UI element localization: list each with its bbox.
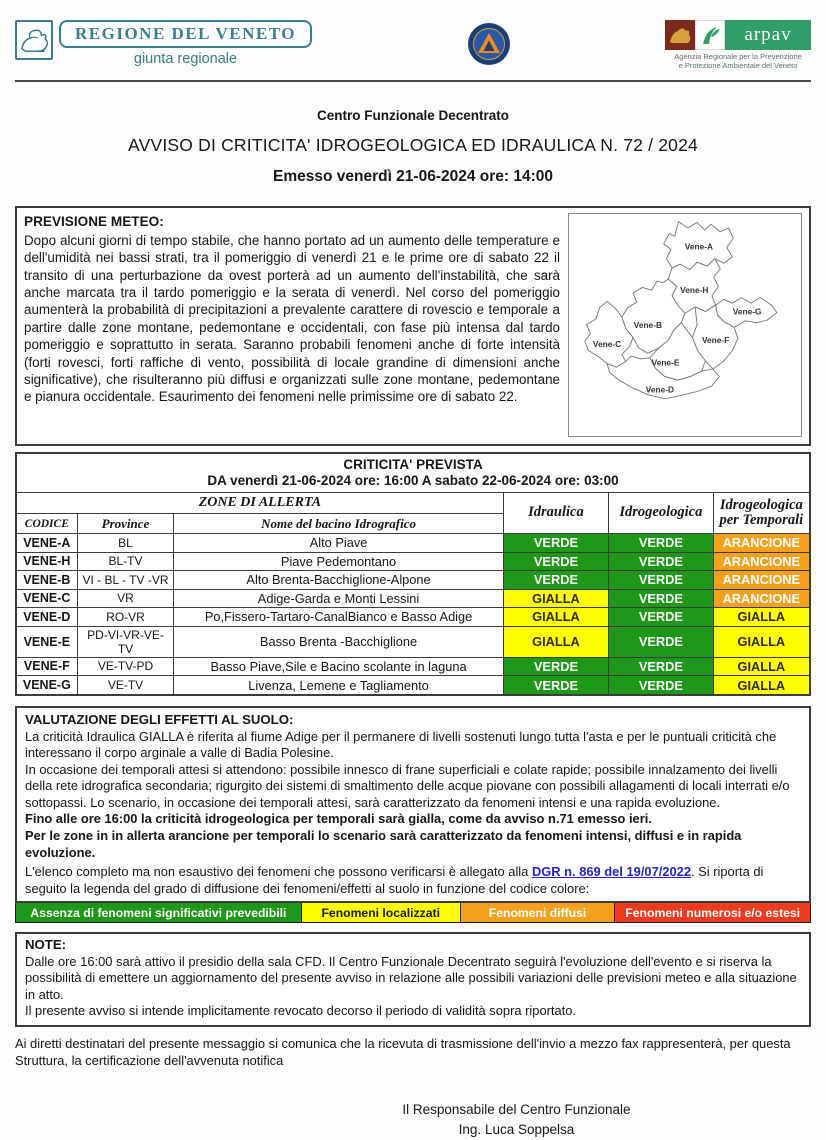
header bbox=[15, 20, 811, 72]
zone-basin: Piave Pedemontano bbox=[174, 552, 503, 571]
valutazione-p4: Per le zone in in allerta arancione per temporali lo scenario sarà caratterizzato da fenomeni intensi, diffusi e in rapida evoluzione. bbox=[25, 827, 742, 860]
issue-datetime: Emesso venerdì 21-06-2024 ore: 14:00 bbox=[272, 168, 554, 185]
zone-code: VENE-C bbox=[17, 589, 77, 608]
signature-name: Ing. Luca Soppelsa bbox=[458, 1121, 575, 1137]
protezione-civile-badge-icon bbox=[467, 22, 511, 71]
col-province: Province bbox=[77, 514, 174, 534]
status-temporali: GIALLA bbox=[713, 657, 809, 676]
status-idrogeologica: VERDE bbox=[609, 552, 714, 571]
table-row bbox=[17, 534, 809, 553]
map-label-vene-g: Vene-G bbox=[732, 306, 762, 317]
status-idraulica: VERDE bbox=[503, 552, 608, 571]
region-subtitle: giunta regionale bbox=[133, 51, 238, 67]
zone-provinces: BL-TV bbox=[77, 552, 174, 571]
status-idrogeologica: VERDE bbox=[609, 626, 714, 657]
col-idraulica: Idraulica bbox=[503, 493, 608, 534]
arpav-swoosh-icon bbox=[695, 20, 725, 50]
status-idraulica: GIALLA bbox=[503, 608, 608, 627]
status-idraulica: GIALLA bbox=[503, 589, 608, 608]
zone-provinces: VR bbox=[77, 589, 174, 608]
zone-provinces: VE-TV bbox=[77, 676, 174, 695]
valutazione-effetti-section bbox=[15, 706, 811, 903]
legend-orange: Fenomeni diffusi bbox=[461, 903, 616, 922]
page-title: AVVISO DI CRITICITA' IDROGEOLOGICA ED IDRAULICA N. 72 / 2024 bbox=[128, 135, 698, 155]
map-label-vene-d: Vene-D bbox=[645, 384, 675, 395]
status-idraulica: VERDE bbox=[503, 676, 608, 695]
zone-basin: Livenza, Lemene e Tagliamento bbox=[174, 676, 503, 695]
status-idraulica: VERDE bbox=[503, 534, 608, 553]
criticita-prevista-section bbox=[15, 452, 811, 696]
map-label-vene-f: Vene-F bbox=[701, 335, 730, 346]
zone-basin: Basso Piave,Sile e Bacino scolante in laguna bbox=[174, 657, 503, 676]
col-idrogeologica: Idrogeologica bbox=[609, 493, 714, 534]
valutazione-p2: In occasione dei temporali attesi si attendono: possibile innesco di frane superficiali e colate rapide; possibile innalzamento dei livelli della rete idrografica secondaria; rigurgito dei sistemi di smaltimento delle acque piovane con possibili allagamenti di locali interrati e/o sottopassi. Lo scenario, in occasione dei temporali attesi, sarà caratterizzato da fenomeni intensi e una rapida evoluzione. bbox=[25, 761, 790, 810]
alert-table bbox=[17, 492, 809, 694]
status-temporali: ARANCIONE bbox=[713, 589, 809, 608]
arpav-caption: Agenzia Regionale per la Prevenzione e Protezione Ambientale del Veneto bbox=[674, 52, 802, 71]
zone-provinces: VE-TV-PD bbox=[77, 657, 174, 676]
arpav-logo bbox=[665, 20, 811, 71]
note-p2: Il presente avviso si intende implicitamente revocato decorso il periodo di validità sopra riportato. bbox=[25, 1003, 576, 1019]
table-row bbox=[17, 608, 809, 627]
map-label-vene-a: Vene-A bbox=[684, 241, 714, 252]
arpav-wordmark: arpav bbox=[725, 20, 811, 50]
status-temporali: ARANCIONE bbox=[713, 534, 809, 553]
table-row bbox=[17, 589, 809, 608]
zone-code: VENE-H bbox=[17, 552, 77, 571]
criticita-title: CRITICITA' PREVISTA bbox=[343, 457, 483, 472]
map-label-vene-h: Vene-H bbox=[680, 284, 709, 295]
zone-code: VENE-D bbox=[17, 608, 77, 627]
region-name: REGIONE DEL VENETO bbox=[59, 20, 312, 48]
status-idrogeologica: VERDE bbox=[609, 589, 714, 608]
zone-basin: Adige-Garda e Monti Lessini bbox=[174, 589, 503, 608]
arpav-lion-icon bbox=[665, 20, 695, 50]
table-row bbox=[17, 552, 809, 571]
fax-notice: Ai diretti destinatari del presente messaggio si comunica che la ricevuta di trasmissione dell'invio a mezzo fax rappresenterà, per questa Struttura, la certificazione dell'avvenuta notifica bbox=[15, 1036, 791, 1068]
table-row bbox=[17, 676, 809, 695]
note-section bbox=[15, 932, 811, 1027]
header-divider bbox=[15, 80, 811, 82]
valutazione-p3: Fino alle ore 16:00 la criticità idrogeologica per temporali sarà gialla, come da avviso n.71 emesso ieri. bbox=[25, 811, 652, 827]
zone-basin: Alto Brenta-Bacchiglione-Alpone bbox=[174, 571, 503, 590]
status-temporali: ARANCIONE bbox=[713, 552, 809, 571]
zone-code: VENE-E bbox=[17, 626, 77, 657]
zone-code: VENE-G bbox=[17, 676, 77, 695]
zone-code: VENE-A bbox=[17, 534, 77, 553]
status-idrogeologica: VERDE bbox=[609, 608, 714, 627]
status-temporali: GIALLA bbox=[713, 676, 809, 695]
regione-veneto-logo bbox=[15, 20, 312, 67]
valutazione-title: VALUTAZIONE DEGLI EFFETTI AL SUOLO: bbox=[25, 712, 294, 727]
valutazione-p1: La criticità Idraulica GIALLA è riferita al fiume Adige per il permanere di livelli sostenuti lungo tutta l'asta e per le puntuali criticità che interessano il corpo arginale a valle di Badia Polesine. bbox=[25, 728, 777, 761]
note-title: NOTE: bbox=[25, 937, 67, 953]
status-idraulica: GIALLA bbox=[503, 626, 608, 657]
status-idraulica: VERDE bbox=[503, 657, 608, 676]
previsione-body: Dopo alcuni giorni di tempo stabile, che hanno portato ad un aumento delle temperature e dell'umidità nei bassi strati, tra il pomeriggio di venerdì 21 e le prime ore di sabato 22 il transito di una perturbazione da ovest porterà ad un aumento dell'instabilità, che sarà anche marcata tra il tardo pomeriggio e la serata di venerdì. Nel corso del pomeriggio aumenterà la probabilità di precipitazioni a prevalente carattere di rovescio e temporale a partire dalle zone montane, pedemontane e occidentali, con fase più intensa dal tardo pomeriggio e soprattutto in serata. Saranno probabili fenomeni anche di forte intensità (forti rovesci, forti raffiche di vento, possibilità di locale grandine di dimensioni anche significative), che risulteranno più diffusi e organizzati sulle zone montane, pedemontane e pianura occidentale. Esaurimento dei fenomeni nelle primissime ore di sabato 22. bbox=[24, 232, 560, 405]
table-row bbox=[17, 571, 809, 590]
map-label-vene-c: Vene-C bbox=[592, 338, 622, 349]
signature-block bbox=[349, 1100, 683, 1140]
zone-provinces: PD-VI-VR-VE-TV bbox=[77, 626, 174, 657]
zone-basin: Basso Brenta -Bacchiglione bbox=[174, 626, 503, 657]
zone-code: VENE-B bbox=[17, 571, 77, 590]
previsione-title: PREVISIONE METEO: bbox=[24, 214, 164, 229]
legend-green: Assenza di fenomeni significativi prevedibili bbox=[16, 903, 302, 922]
org-title: Centro Funzionale Decentrato bbox=[316, 108, 510, 123]
map-label-vene-e: Vene-E bbox=[651, 357, 680, 368]
table-row bbox=[17, 626, 809, 657]
note-p1: Dalle ore 16:00 sarà attivo il presidio della sala CFD. Il Centro Funzionale Decentrato seguirà l'evoluzione dell'evento e si riserva la possibilità di emettere un aggiornamento del presente avviso in relazione alle possibili variazioni delle previsioni meteo e alla situazione in atto. bbox=[25, 953, 797, 1002]
veneto-zones-map bbox=[568, 213, 802, 437]
col-bacino: Nome del bacino Idrografico bbox=[174, 514, 503, 534]
status-idrogeologica: VERDE bbox=[609, 676, 714, 695]
zone-provinces: VI - BL - TV -VR bbox=[77, 571, 174, 590]
zone-provinces: BL bbox=[77, 534, 174, 553]
zone-basin: Po,Fissero-Tartaro-CanalBianco e Basso Adige bbox=[174, 608, 503, 627]
zone-provinces: RO-VR bbox=[77, 608, 174, 627]
col-idrogeologica-temporali: Idrogeologica per Temporali bbox=[713, 493, 809, 534]
previsione-meteo-section bbox=[15, 206, 811, 446]
legend-red: Fenomeni numerosi e/o estesi bbox=[615, 903, 810, 922]
col-group-zone-allerta: ZONE DI ALLERTA bbox=[17, 493, 503, 514]
map-label-vene-b: Vene-B bbox=[633, 320, 663, 331]
status-idrogeologica: VERDE bbox=[609, 534, 714, 553]
zone-basin: Alto Piave bbox=[174, 534, 503, 553]
status-temporali: GIALLA bbox=[713, 626, 809, 657]
criticita-validity: DA venerdì 21-06-2024 ore: 16:00 A sabato 22-06-2024 ore: 03:00 bbox=[207, 473, 619, 488]
signature-role: Il Responsabile del Centro Funzionale bbox=[402, 1101, 631, 1117]
venice-lion-emblem-icon bbox=[15, 20, 53, 60]
table-row bbox=[17, 657, 809, 676]
status-idrogeologica: VERDE bbox=[609, 571, 714, 590]
color-code-legend bbox=[15, 903, 811, 923]
zone-code: VENE-F bbox=[17, 657, 77, 676]
status-idraulica: VERDE bbox=[503, 571, 608, 590]
legend-yellow: Fenomeni localizzati bbox=[302, 903, 461, 922]
col-codice: CODICE bbox=[17, 514, 77, 534]
status-temporali: ARANCIONE bbox=[713, 571, 809, 590]
dgr-link[interactable]: DGR n. 869 del 19/07/2022 bbox=[531, 864, 692, 880]
valutazione-p5: L'elenco completo ma non esaustivo dei fenomeni che possono verificarsi è allegato alla DGR n. 869 del 19/07/2022. Si riporta di seguito la legenda del grado di diffusione dei fenomeni/effetti al suolo in funzione del codice colore: bbox=[25, 864, 764, 896]
status-idrogeologica: VERDE bbox=[609, 657, 714, 676]
status-temporali: GIALLA bbox=[713, 608, 809, 627]
